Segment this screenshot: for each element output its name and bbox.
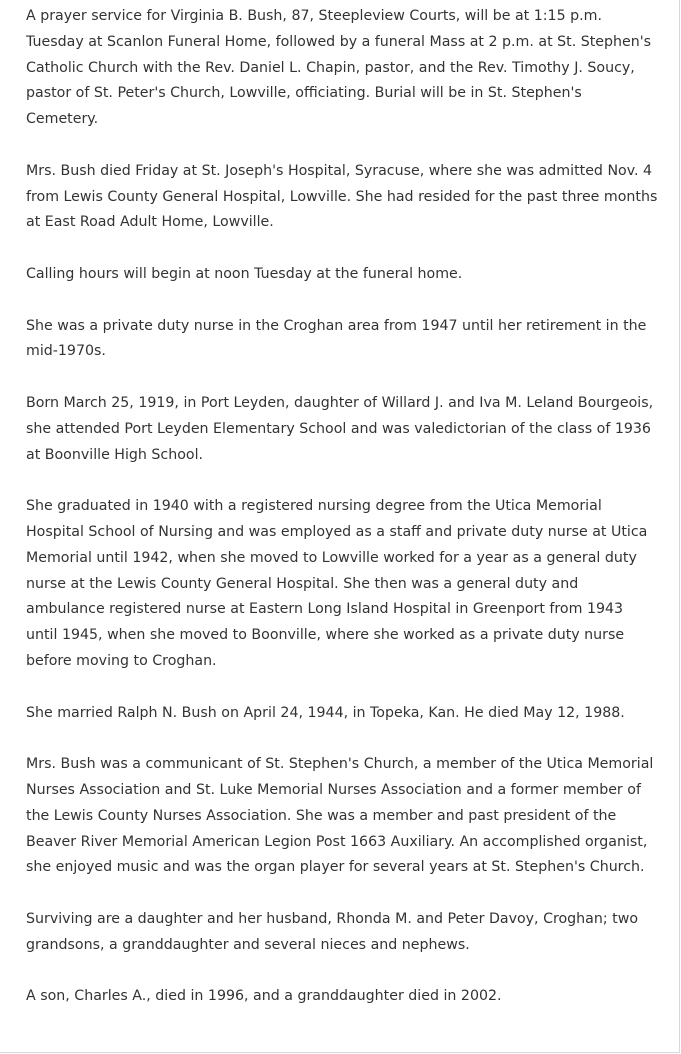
paragraph-survivors: Surviving are a daughter and her husband, Rhonda M. and Peter Davoy, Croghan; two grandsons, a granddaughter and several nieces and nephews.	[26, 910, 638, 953]
paragraph-memberships: Mrs. Bush was a communicant of St. Stephen's Church, a member of the Utica Memorial Nurses Association and St. Luke Memorial Nurses Association and a former member of the Lewis County Nurses Association. She was a member and past president of the Beaver River Memorial American Legion Post 1663 Auxiliary. An accomplished organist, she enjoyed music and was the organ player for several years at St. Stephen's Church.	[26, 756, 654, 876]
paragraph-birth-education: Born March 25, 1919, in Port Leyden, daughter of Willard J. and Iva M. Leland Bourgeois, she attended Port Leyden Elementary School and was valedictorian of the class of 1936 at Boonville High School.	[26, 394, 654, 463]
paragraph-career: She was a private duty nurse in the Croghan area from 1947 until her retirement in the mid-1970s.	[26, 317, 647, 360]
paragraph-prayer-service: A prayer service for Virginia B. Bush, 87, Steepleview Courts, will be at 1:15 p.m. Tuesday at Scanlon Funeral Home, followed by a funeral Mass at 2 p.m. at St. Stephen's Catholic Church with the Rev. Daniel L. Chapin, pastor, and the Rev. Timothy J. Soucy, pastor of St. Peter's Church, Lowville, officiating. Burial will be in St. Stephen's Cemetery.	[26, 8, 652, 128]
paragraph-calling-hours: Calling hours will begin at noon Tuesday at the funeral home.	[26, 265, 463, 282]
paragraph-predeceased: A son, Charles A., died in 1996, and a granddaughter died in 2002.	[26, 988, 502, 1005]
paragraph-nursing-history: She graduated in 1940 with a registered nursing degree from the Utica Memorial Hospital School of Nursing and was employed as a staff and private duty nurse at Utica Memorial until 1942, when she moved to Lowville worked for a year as a general duty nurse at the Lewis County General Hospital. She then was a general duty and ambulance registered nurse at Eastern Long Island Hospital in Greenport from 1943 until 1945, when she moved to Boonville, where she worked as a private duty nurse before moving to Croghan.	[26, 498, 648, 669]
obituary-article	[26, 4, 658, 1036]
paragraph-marriage: She married Ralph N. Bush on April 24, 1944, in Topeka, Kan. He died May 12, 1988.	[26, 704, 625, 721]
paragraph-death-details: Mrs. Bush died Friday at St. Joseph's Hospital, Syracuse, where she was admitted Nov. 4 from Lewis County General Hospital, Lowville. She had resided for the past three months at East Road Adult Home, Lowville.	[26, 162, 658, 231]
